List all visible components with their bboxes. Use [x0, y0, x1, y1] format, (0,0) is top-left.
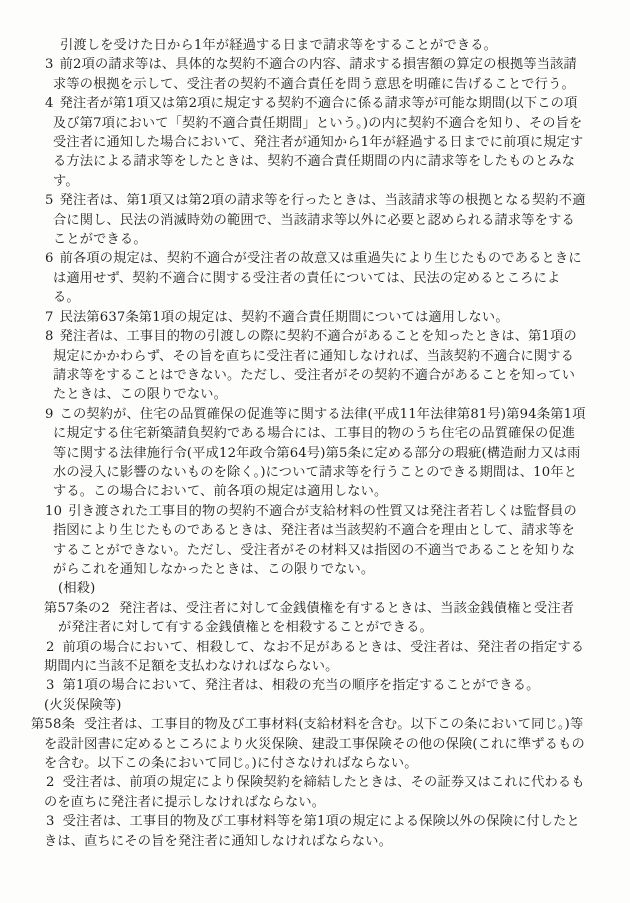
- clause-text: 発注者は、工事目的物の引渡しの際に契約不適合があることを知ったときは、第1項の規定にかかわらず、その旨を直ちに受注者に通知しなければ、当該契約不適合に関する請求等をすることはできない。ただし、受注者がその契約不適合があることを知っていたときは、この限りでない。: [53, 329, 577, 403]
- article-header-paragraph: [0, 715, 586, 773]
- clause-item: [0, 191, 586, 249]
- clause-number: 10: [45, 503, 63, 519]
- clause-number: 4: [45, 96, 54, 112]
- clause-text: 受注者は、工事目的物及び工事材料等を第1項の規定による保険以外の保険に付したときは、直ちにその旨を発注者に通知しなければならない。: [44, 814, 580, 849]
- clause-number: 9: [45, 406, 54, 422]
- clause-text: 前項の場合において、相殺して、なお不足があるときは、受注者は、発注者の指定する期間内に当該不足額を支払わなければならない。: [44, 639, 585, 674]
- clause-item: [0, 405, 586, 502]
- clause-number: 8: [45, 329, 54, 345]
- clause-subitem: [0, 676, 586, 695]
- clause-text: 民法第637条第1項の規定は、契約不適合責任期間については適用しない。: [59, 309, 509, 325]
- clause-text: (相殺): [58, 581, 96, 597]
- clause-text: 引渡しを受けた日から1年が経過する日まで請求等をすることができる。: [60, 38, 497, 53]
- clause-item: [0, 308, 586, 327]
- article-header-paragraph: [0, 599, 586, 638]
- clause-text: 前2項の請求等は、具体的な契約不適合の内容、請求する損害額の算定の根拠等当該請求等の根拠を示して、受注者の契約不適合責任を問う意思を明確に告げることで行う。: [53, 57, 577, 92]
- clause-item: [0, 249, 586, 307]
- clause-text: この契約が、住宅の品質確保の促進等に関する法律(平成11年法律第81号)第94条第1項に規定する住宅新築請負契約である場合には、工事目的物のうち住宅の品質確保の促進等に関する法律施行令(平成12年政令第64号)第5条に定める部分の瑕疵(構造耐力又は雨水の浸入に影響のないものを除く。)について請求等を行うことのできる期間は、10年とする。この場合において、前各項の規定は適用しない。: [53, 406, 586, 500]
- clause-text: 引き渡された工事目的物の契約不適合が支給材料の性質又は発注者若しくは監督員の指図により生じたものであるときは、発注者は当該契約不適合を理由として、請求等をすることができない。ただし、受注者がその材料又は指図の不適当であることを知りながらこれを通知しなかったときは、この限りでない。: [53, 503, 577, 577]
- contract-clauses: [0, 36, 586, 851]
- clause-number: 2: [46, 639, 55, 655]
- clause-heading: [0, 696, 586, 715]
- clause-number: 3: [46, 814, 55, 830]
- clause-text: 発注者は、第1項又は第2項の請求等を行ったときは、当該請求等の根拠となる契約不適合に関し、民法の消滅時効の範囲で、当該請求等以外に必要と認められる請求等をすることができる。: [53, 193, 586, 248]
- clause-number: 5: [45, 193, 54, 209]
- clause-number: 第57条の2: [44, 600, 110, 616]
- clause-subitem: [0, 773, 586, 812]
- clause-text: 第1項の場合において、発注者は、相殺の充当の順序を指定することができる。: [62, 678, 540, 694]
- clause-text: (火災保険等): [44, 697, 122, 713]
- clause-number: 3: [46, 678, 55, 694]
- clause-item: [0, 327, 586, 405]
- clause-subitem: [0, 812, 586, 851]
- clause-item: [0, 502, 586, 580]
- clause-number: 7: [45, 309, 54, 325]
- clause-item: [0, 94, 586, 191]
- clause-subitem: [0, 638, 586, 677]
- clause-text: 受注者は、前項の規定により保険契約を締結したときは、その証券又はこれに代わるものを直ちに発注者に提示しなければならない。: [44, 775, 585, 810]
- clause-heading: [0, 579, 586, 598]
- clause-number: 6: [45, 251, 54, 267]
- clause-text: 受注者は、工事目的物及び工事材料(支給材料を含む。以下この条において同じ。)等を設計図書に定めるところにより火災保険、建設工事保険その他の保険(これに準ずるものを含む。以下この条において同じ。)に付さなければならない。: [44, 717, 585, 772]
- clause-item: [0, 55, 586, 94]
- clause-text: 前各項の規定は、契約不適合が受注者の故意又は重過失により生じたものであるときには適用せず、契約不適合に関する受注者の責任については、民法の定めるところによる。: [53, 251, 582, 306]
- clause-number: 2: [46, 775, 55, 791]
- clause-number: 第58条: [31, 717, 75, 733]
- clause-text: 発注者が第1項又は第2項に規定する契約不適合に係る請求等が可能な期間(以下この項及び第7項において「契約不適合責任期間」という。)の内に契約不適合を知り、その旨を受注者に通知した場合において、発注者が通知から1年が経過する日までに前項に規定する方法による請求等をしたときは、契約不適合責任期間の内に請求等をしたものとみなす。: [53, 96, 584, 189]
- clause-number: 3: [45, 57, 54, 73]
- clause-continuation-line: [0, 36, 586, 55]
- clause-text: 発注者は、受注者に対して金銭債権を有するときは、当該金銭債権と受注者が発注者に対して有する金銭債権とを相殺することができる。: [58, 600, 575, 636]
